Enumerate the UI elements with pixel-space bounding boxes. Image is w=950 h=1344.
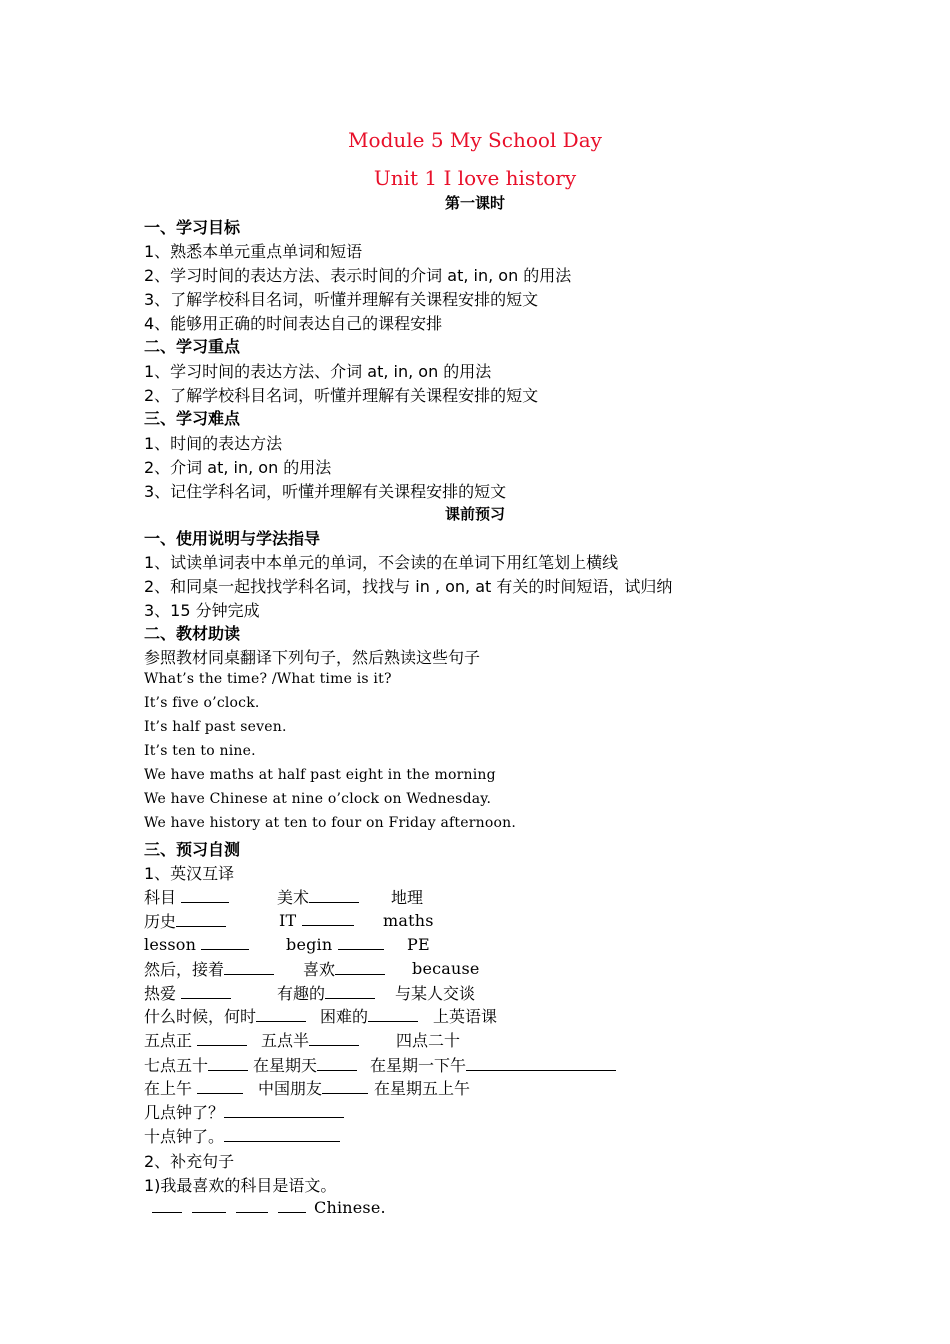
vocab-cell: 几点钟了？ [144,1100,346,1123]
answer-blank[interactable] [368,1007,418,1022]
answer-blank[interactable] [197,1079,243,1094]
vocab-cell: 五点正 [144,1028,249,1051]
difficulty-item: 2、介词 at, in, on 的用法 [144,458,332,477]
reading-intro: 参照教材同桌翻译下列句子，然后熟读这些句子 [144,648,481,667]
vocab-cell: begin [286,935,386,954]
vocab-cell: 在星期天 [253,1053,359,1076]
test-heading: 三、预习自测 [144,840,241,859]
answer-blank[interactable] [466,1056,616,1071]
vocab-cell: 七点五十 [144,1053,250,1076]
objective-item: 3、了解学校科目名词，听懂并理解有关课程安排的短文 [144,290,539,309]
answer-blank[interactable] [208,1056,248,1071]
complete-item: 1)我最喜欢的科目是语文。 [144,1176,337,1195]
answer-blank[interactable] [256,1007,306,1022]
answer-blank[interactable] [309,1031,359,1046]
guide-item: 1、试读单词表中本单元的单词，不会读的在单词下用红笔划上横线 [144,553,619,572]
sentence: It’s half past seven. [144,719,287,735]
reading-heading: 二、教材助读 [144,624,241,643]
answer-blank[interactable] [322,1079,368,1094]
objective-item: 4、能够用正确的时间表达自己的课程安排 [144,314,443,333]
difficulties-heading: 三、学习难点 [144,409,241,428]
objective-item: 2、学习时间的表达方法、表示时间的介词 at, in, on 的用法 [144,266,572,285]
answer-blank[interactable] [201,935,249,950]
unit-title: Unit 1 I love history [373,166,577,190]
answer-blank[interactable] [224,1103,344,1118]
sentence: It’s five o’clock. [144,695,260,711]
vocab-cell: maths [383,911,434,930]
answer-blank[interactable] [317,1056,357,1071]
answer-blank[interactable] [335,960,385,975]
sentence: We have maths at half past eight in the morning [144,767,496,783]
answer-blank[interactable] [338,935,384,950]
vocab-cell: because [412,959,480,978]
vocab-cell: 在星期五上午 [374,1079,471,1098]
module-title: Module 5 My School Day [348,128,602,152]
answer-blank[interactable] [192,1198,226,1213]
sentence: We have history at ten to four on Friday afternoon. [144,815,516,831]
vocab-cell: IT [279,911,356,930]
vocab-cell: 上英语课 [433,1007,498,1026]
key-point-item: 1、学习时间的表达方法、介词 at, in, on 的用法 [144,362,492,381]
vocab-cell: PE [407,935,430,954]
preview-title: 课前预习 [444,505,505,523]
vocab-cell: 什么时候，何时 [144,1004,308,1027]
answer-blank[interactable] [224,1127,340,1142]
answer-blank[interactable] [302,911,354,926]
vocab-cell: 与某人交谈 [395,984,476,1003]
answer-blank[interactable] [309,888,359,903]
vocab-cell: 喜欢 [303,957,387,980]
vocab-cell: 热爱 [144,981,233,1004]
guide-item: 3、15 分钟完成 [144,601,260,620]
sentence: It’s ten to nine. [144,743,256,759]
vocab-cell: 在上午 [144,1076,245,1099]
answer-blank[interactable] [152,1198,182,1213]
objectives-heading: 一、学习目标 [144,218,241,237]
key-point-item: 2、了解学校科目名词，听懂并理解有关课程安排的短文 [144,386,539,405]
vocab-cell: 历史 [144,909,228,932]
sentence: We have Chinese at nine o’clock on Wednesday. [144,791,492,807]
vocab-cell: 美术 [277,885,361,908]
guide-heading: 一、使用说明与学法指导 [144,529,321,548]
difficulty-item: 3、记住学科名词，听懂并理解有关课程安排的短文 [144,482,507,501]
complete-answer-line: Chinese. [152,1198,386,1217]
vocab-cell: 中国朋友 [258,1076,370,1099]
vocab-cell: 十点钟了。 [144,1124,342,1147]
vocab-cell: 在星期一下午 [370,1053,618,1076]
vocab-cell: 有趣的 [277,981,377,1004]
vocab-cell: 地理 [391,888,424,907]
answer-blank[interactable] [197,1031,247,1046]
vocab-cell: 然后，接着 [144,957,276,980]
answer-blank[interactable] [176,912,226,927]
answer-blank[interactable] [181,984,231,999]
vocab-cell: 科目 [144,885,231,908]
translate-heading: 1、英汉互译 [144,864,235,883]
answer-blank[interactable] [224,960,274,975]
answer-blank[interactable] [181,888,229,903]
vocab-cell: 四点二十 [396,1031,461,1050]
difficulty-item: 1、时间的表达方法 [144,434,283,453]
answer-blank[interactable] [236,1198,268,1213]
guide-item: 2、和同桌一起找找学科名词，找找与 in , on, at 有关的时间短语，试归纳 [144,577,673,596]
answer-blank[interactable] [325,984,375,999]
objective-item: 1、熟悉本单元重点单词和短语 [144,242,363,261]
vocab-cell: lesson [144,935,251,954]
vocab-cell: 困难的 [320,1004,420,1027]
sentence: What’s the time? /What time is it? [144,671,392,687]
lesson-label: 第一课时 [444,194,505,212]
complete-heading: 2、补充句子 [144,1152,235,1171]
vocab-cell: 五点半 [261,1028,361,1051]
answer-blank[interactable] [278,1198,306,1213]
key-points-heading: 二、学习重点 [144,337,241,356]
